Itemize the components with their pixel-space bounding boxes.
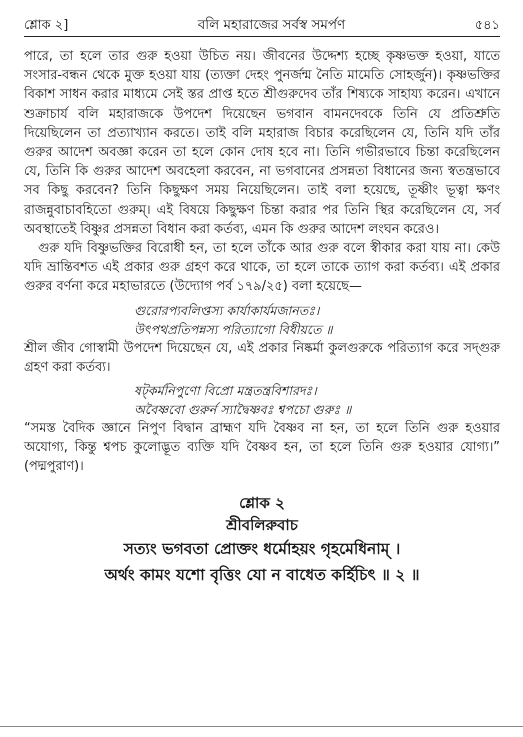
paragraph-3: শ্রীল জীব গোস্বামী উপদেশ দিয়েছেন যে, এই প্রকার নিষ্কর্মা কুলগুরুকে পরিত্যাগ করে সদ্গুরু গ্রহণ করা কর্তব্য।	[24, 340, 500, 375]
header-chapter-ref: শ্লোক ২]	[24, 18, 69, 33]
running-header	[24, 14, 500, 37]
paragraph-2: গুরু যদি বিষ্ণুভক্তির বিরোধী হন, তা হলে তাঁকে আর গুরু বলে স্বীকার করা যায় না। কেউ যদি ভ্রান্তিবশত এই প্রকার গুরু গ্রহণ করে থাকে, তা হলে তাকে ত্যাগ করা কর্তব্য। এই প্রকার গুরুর বর্ণনা করে মহাভারতে (উদ্যোগ পর্ব ১৭৯/২৫) বলা হয়েছে—	[24, 241, 500, 295]
sloka-speaker: শ্রীবলিরুবাচ	[226, 515, 298, 534]
sloka-line-1: সত্যং ভগবতা প্রোক্তং ধর্মোহয়ং গৃহমেধিনাম্ ।	[123, 539, 401, 558]
sloka-heading: শ্লোক ২	[239, 493, 285, 512]
verse-1-line-1: গুরোরপ্যবলিপ্তস্য কার্যাকার্যমজানতঃ।	[134, 302, 320, 318]
verse-2-line-1: ষট্‌কর্মনিপুণো বিপ্রো মন্ত্রতন্ত্রবিশারদঃ।	[134, 383, 317, 399]
book-page	[24, 14, 500, 588]
paragraph-1: পারে, তা হলে তার গুরু হওয়া উচিত নয়। জীবনের উদ্দেশ্য হচ্ছে কৃষ্ণভক্ত হওয়া, যাতে সংসার-বন্ধন থেকে মুক্ত হওয়া যায় (ত্যক্তা দেহং পুনর্জন্ম নৈতি মামেতি সোহর্জুন)। কৃষ্ণভক্তির বিকাশ সাধন করার মাধ্যমে সেই স্তর প্রাপ্ত হতে শ্রীগুরুদেব তাঁর শিষ্যকে সাহায্য করেন। এখানে শুক্রাচার্য বলি মহারাজকে উপদেশ দিয়েছেন ভগবান বামনদেবকে তিনি যে প্রতিশ্রুতি দিয়েছিলেন তা প্রত্যাখ্যান করতে। তাই বলি মহারাজ বিচার করেছিলেন যে, তিনি যদি তাঁর গুরুর আদেশ অবজ্ঞা করেন তা হলে কোন দোষ হবে না। তিনি গভীরভাবে চিন্তা করেছিলেন যে, তিনি কি গুরুর আদেশ অবহেলা করবেন, না ভগবানের প্রসন্নতা বিধানের জন্য স্বতন্ত্রভাবে সব কিছু করবেন? তিনি কিছুক্ষণ সময় নিয়েছিলেন। তাই বলা হয়েছে, তূষ্ণীং ভূত্বা ক্ষণং রাজন্নুবাচাবহিতো গুরুম্। এই বিষয়ে কিছুক্ষণ চিন্তা করার পর তিনি স্থির করেছিলেন যে, সর্ব অবস্থাতেই বিষ্ণুর প্রসন্নতা বিধান করা কর্তব্য, এমন কি গুরুর আদেশ লংঘন করেও।	[24, 49, 500, 237]
paragraph-4: “সমস্ত বৈদিক জ্ঞানে নিপুণ বিদ্বান ব্রাহ্মণ যদি বৈষ্ণব না হন, তা হলে তিনি গুরু হওয়ার অযোগ্য, কিন্তু শ্বপচ কুলোদ্ভূত ব্যক্তি যদি বৈষ্ণব হন, তা হলে তিনি গুরু হওয়ার যোগ্য।” (পদ্মপুরাণ)।	[24, 421, 500, 475]
header-title: বলি মহারাজের সর্বস্ব সমর্পণ	[197, 17, 346, 33]
sloka-line-2: অর্থং কামং যশো বৃত্তিং যো ন বাধেত কর্হিচিৎ ॥ ২ ॥	[104, 565, 420, 584]
page-bottom-rule	[0, 726, 523, 727]
verse-2-line-2: অবৈষ্ণবো গুরুর্ন স্যাদ্বৈষ্ণবঃ শ্বপচো গুরুঃ ॥	[134, 402, 352, 418]
page-number: ৫৪১	[474, 18, 500, 33]
verse-1-line-2: উৎপথপ্রতিপন্নস্য পরিত্যাগো বিধীয়তে ॥	[134, 321, 333, 337]
